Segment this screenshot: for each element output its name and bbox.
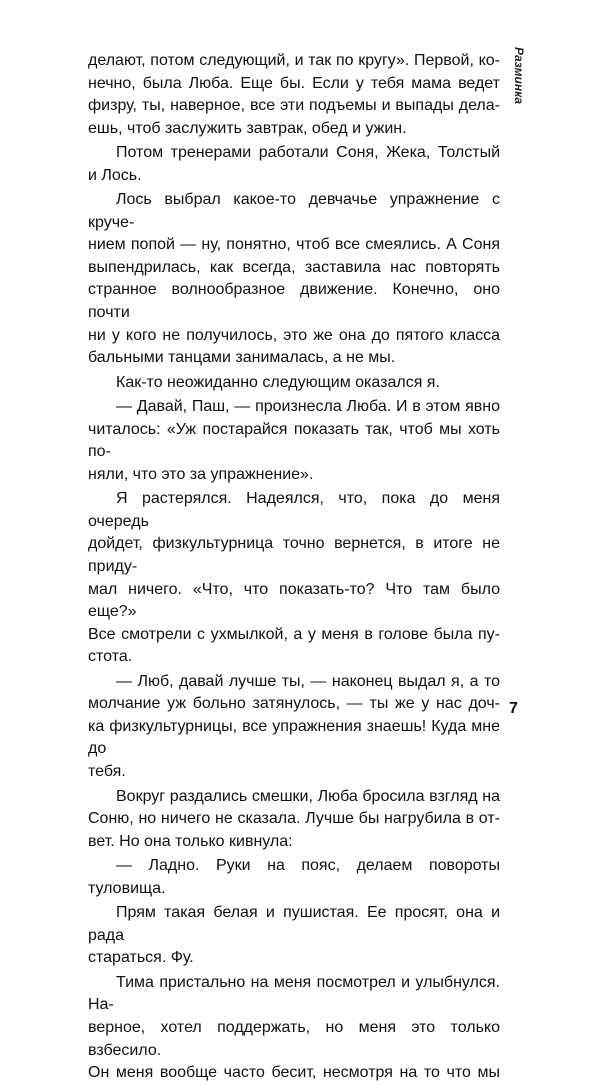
text-line: тебя. <box>88 762 126 780</box>
text-line: нием попой — ну, понятно, чтоб все смеялись. А Соня <box>88 236 500 254</box>
text-line: дойдет, физкультурница точно вернется, в итоге не приду- <box>88 535 500 576</box>
text-line: Все смотрели с ухмылкой, а у меня в голове была пу- <box>88 625 500 643</box>
text-line: Тима пристально на меня посмотрел и улыбнулся. На- <box>88 973 500 1014</box>
text-line: Вокруг раздались смешки, Люба бросила взгляд на <box>116 787 500 805</box>
text-line: бальными танцами занималась, а не мы. <box>88 349 396 367</box>
text-line: стараться. Фу. <box>88 949 194 967</box>
paragraph <box>88 142 500 187</box>
text-line: нечно, была Люба. Еще бы. Если у тебя мама ведет <box>88 74 500 92</box>
text-line: стота. <box>88 648 133 666</box>
text-line: Потом тренерами работали Соня, Жека, Толстый <box>116 144 500 162</box>
text-line: — Люб, давай лучше ты, — наконец выдал я, а то <box>116 672 500 690</box>
body-text <box>88 50 500 1085</box>
text-line: Я растерялся. Надеялся, что, пока до меня очередь <box>88 490 500 530</box>
text-line: Прям такая белая и пушистая. Ее просят, она и рада <box>88 904 500 944</box>
paragraph <box>88 189 500 369</box>
text-line: Соню, но ничего не сказала. Лучше бы нагрубила в от- <box>88 810 500 828</box>
text-line: — Давай, Паш, — произнесла Люба. И в этом явно <box>116 398 500 416</box>
text-line: делают, потом следующий, и так по кругу». Первой, ко- <box>88 52 500 69</box>
text-line: вет. Но она только кивнула: <box>88 832 293 850</box>
paragraph <box>88 50 500 140</box>
text-line: странное волнообразное движение. Конечно, оно почти <box>88 281 500 322</box>
paragraph <box>88 488 500 668</box>
paragraph <box>88 972 500 1085</box>
text-line: и Лось. <box>88 166 142 184</box>
page-number: 7 <box>509 700 518 717</box>
text-line: выпендрилась, как всегда, заставила нас повторять <box>88 258 500 276</box>
text-line: Лось выбрал какое-то девчачье упражнение с круче- <box>88 191 500 231</box>
paragraph <box>88 855 500 900</box>
paragraph <box>88 902 500 970</box>
text-line: ни у кого не получилось, это же она до пятого класса <box>88 326 500 344</box>
text-line: Как-то неожиданно следующим оказался я. <box>116 373 440 391</box>
text-line: молчание уж больно затянулось, — ты же у нас доч- <box>88 695 500 713</box>
text-line: ешь, чтоб заслужить завтрак, обед и ужин. <box>88 119 407 137</box>
text-line: ка физкультурницы, все упражнения знаешь! Куда мне до <box>88 717 500 758</box>
running-head: Разминка <box>512 47 526 104</box>
text-line: няли, что это за упражнение». <box>88 465 314 483</box>
paragraph <box>88 671 500 784</box>
text-line: верное, хотел поддержать, но меня это только взбесило. <box>88 1018 500 1059</box>
text-line: — Ладно. Руки на пояс, делаем повороты туловища. <box>88 857 500 897</box>
paragraph <box>88 372 500 395</box>
paragraph <box>88 396 500 486</box>
text-line: читалось: «Уж постарайся показать так, чтоб мы хоть по- <box>88 420 500 461</box>
paragraph <box>88 786 500 854</box>
text-line: мал ничего. «Что, что показать-то? Что там было еще?» <box>88 580 500 621</box>
text-line: физру, ты, наверное, все эти подъемы и выпады дела- <box>88 97 500 115</box>
text-line: Он меня вообще часто бесит, несмотря на то что мы <box>88 1064 500 1082</box>
